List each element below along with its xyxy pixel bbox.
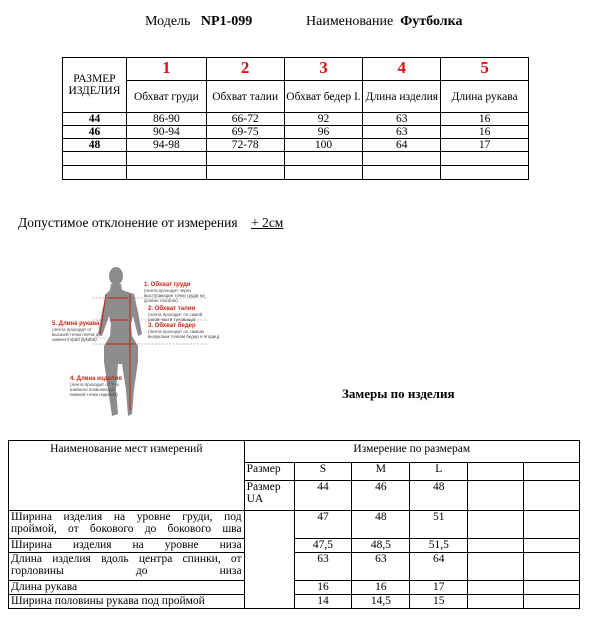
measure-value: 48,5	[352, 539, 410, 553]
measure-name: Ширина изделия на уровне груди, под проймой, от бокового до бокового шва	[9, 511, 245, 539]
measure-value: 47	[294, 511, 352, 539]
measure-value: 63	[352, 553, 410, 581]
size-header: РАЗМЕР ИЗДЕЛИЯ	[63, 58, 127, 113]
size-label: Размер	[244, 463, 294, 481]
col-header: Обхват груди	[126, 81, 206, 113]
measure-value: 47,5	[294, 539, 352, 553]
table-row	[63, 166, 529, 180]
name-label: Наименование	[306, 14, 394, 29]
figure-label-3: 3. Обхват бедер (лента проходит по самым выпуклым точкам бедер и ягодиц)	[148, 323, 220, 339]
col-number: 2	[206, 58, 284, 81]
size-name: S	[294, 463, 352, 481]
measure-name: Длина рукава	[9, 581, 245, 595]
table-row	[63, 139, 529, 152]
value-cell: 90-94	[126, 126, 206, 139]
tolerance-line	[18, 215, 283, 231]
model-line	[145, 14, 252, 30]
col-number: 1	[126, 58, 206, 81]
value-cell: 66-72	[206, 113, 284, 126]
measure-name: Ширина изделия на уровне низа	[9, 539, 245, 553]
table-row	[63, 126, 529, 139]
table-row	[63, 113, 529, 126]
figure-label-2: 2. Обхват талии (лента проходит по самой узкой части туловища)	[148, 306, 203, 322]
measure-value: 16	[352, 581, 410, 595]
value-cell: 64	[363, 139, 441, 152]
value-cell: 94-98	[126, 139, 206, 152]
tolerance-value: + 2см	[251, 215, 284, 230]
size-cell: 48	[63, 139, 127, 152]
measure-name-header: Наименование мест измерений	[9, 441, 245, 511]
size-name: M	[352, 463, 410, 481]
measure-value: 14	[294, 595, 352, 609]
value-cell: 96	[284, 126, 363, 139]
measure-value: 14,5	[352, 595, 410, 609]
col-header: Обхват бедер I.	[284, 81, 363, 113]
value-cell: 92	[284, 113, 363, 126]
model-value: NP1-099	[200, 14, 253, 29]
value-cell: 17	[441, 139, 529, 152]
measure-name: Ширина половины рукава под проймой	[9, 595, 245, 609]
col-header: Длина изделия	[363, 81, 441, 113]
measure-value: 51,5	[410, 539, 468, 553]
col-number: 4	[363, 58, 441, 81]
measure-value: 48	[352, 511, 410, 539]
table-row	[9, 595, 580, 609]
measure-name: Длина изделия вдоль центра спинки, от горловины до низа	[9, 553, 245, 581]
measure-value: 17	[410, 581, 468, 595]
measure-value: 16	[294, 581, 352, 595]
size-ua: 48	[410, 481, 468, 511]
value-cell: 63	[363, 126, 441, 139]
figure-label-5: 5. Длина рукава (лента проходит от высшей точки плеча до нижнего края рукава)	[52, 321, 101, 342]
value-cell: 86-90	[126, 113, 206, 126]
col-number: 3	[284, 58, 363, 81]
table-row	[9, 581, 580, 595]
measurement-figure	[48, 264, 288, 424]
measure-value: 15	[410, 595, 468, 609]
size-cell: 44	[63, 113, 127, 126]
measure-sizes-header: Измерение по размерам	[244, 441, 579, 463]
col-number: 5	[441, 58, 529, 81]
table-row	[9, 553, 580, 581]
col-header: Обхват талии	[206, 81, 284, 113]
name-line	[306, 14, 462, 30]
table-row	[9, 511, 580, 539]
measures-title: Замеры по изделия	[342, 386, 455, 401]
measures-table	[8, 440, 580, 609]
size-table	[62, 57, 529, 180]
size-ua: 46	[352, 481, 410, 511]
model-label: Модель	[145, 14, 191, 29]
col-header: Длина рукава	[441, 81, 529, 113]
figure-label-4: 4. Длина изделия (лента проходит от 7-го шейного позвонка до нижней точки изделия)	[70, 376, 122, 397]
size-name: L	[410, 463, 468, 481]
size-ua: 44	[294, 481, 352, 511]
size-ua-label: Размер UA	[244, 481, 294, 511]
value-cell: 16	[441, 113, 529, 126]
figure-label-1: 1. Обхват груди (лента проходит через выступающие точки груди на уровне лопаток)	[144, 282, 205, 303]
value-cell: 72-78	[206, 139, 284, 152]
table-row	[63, 152, 529, 166]
tolerance-text: Допустимое отклонение от измерения	[18, 215, 238, 230]
value-cell: 63	[363, 113, 441, 126]
value-cell: 69-75	[206, 126, 284, 139]
name-value: Футболка	[400, 14, 463, 29]
value-cell: 100	[284, 139, 363, 152]
measure-value: 64	[410, 553, 468, 581]
table-row	[9, 539, 580, 553]
value-cell: 16	[441, 126, 529, 139]
size-cell: 46	[63, 126, 127, 139]
measure-value: 63	[294, 553, 352, 581]
measure-value: 51	[410, 511, 468, 539]
